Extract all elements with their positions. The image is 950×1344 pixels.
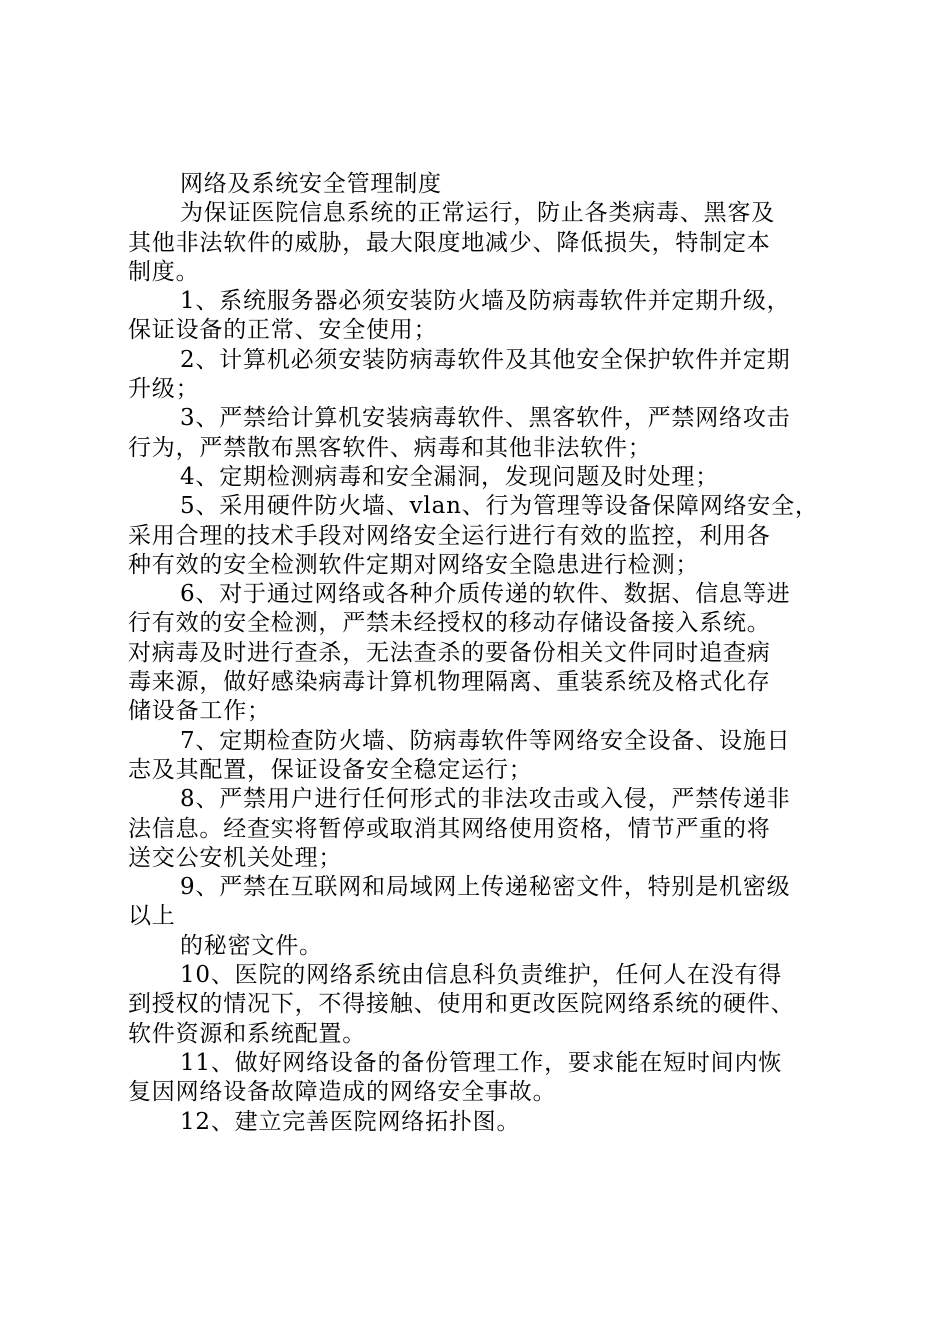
rule-item-5: 5、采用硬件防火墙、vlan、行为管理等设备保障网络安全， 采用合理的技术手段对网络安全运行进行有效的监控，利用各 种有效的安全检测软件定期对网络安全隐患进行检测； bbox=[128, 493, 819, 578]
rule-item-2: 2、计算机必须安装防病毒软件及其他安全保护软件并定期 升级； bbox=[128, 346, 791, 403]
rule-item-6: 6、对于通过网络或各种介质传递的软件、数据、信息等进 行有效的安全检测，严禁未经授权的移动存储设备接入系统。 对病毒及时进行查杀，无法查杀的要备份相关文件同时追查病 毒来源，做好感染病毒计算机物理隔离、重装系统及格式化存 储设备工作； bbox=[128, 581, 791, 725]
rule-item-8: 8、严禁用户进行任何形式的非法攻击或入侵，严禁传递非 法信息。经查实将暂停或取消其网络使用资格，情节严重的将 送交公安机关处理； bbox=[128, 786, 791, 871]
intro-paragraph: 为保证医院信息系统的正常运行，防止各类病毒、黑客及 其他非法软件的威胁，最大限度地减少、降低损失，特制定本 制度。 bbox=[128, 200, 775, 285]
rule-item-3: 3、严禁给计算机安装病毒软件、黑客软件，严禁网络攻击 行为，严禁散布黑客软件、病毒和其他非法软件； bbox=[128, 405, 791, 461]
rule-item-1: 1、系统服务器必须安装防火墙及防病毒软件并定期升级， 保证设备的正常、安全使用； bbox=[128, 288, 791, 344]
rule-item-9-continuation: 的秘密文件。 bbox=[180, 932, 323, 959]
document-title: 网络及系统安全管理制度 bbox=[180, 171, 442, 197]
document-page bbox=[128, 170, 828, 1137]
rule-item-12: 12、建立完善医院网络拓扑图。 bbox=[180, 1108, 521, 1135]
rule-item-4: 4、定期检测病毒和安全漏洞，发现问题及时处理； bbox=[180, 463, 720, 490]
rule-item-7: 7、定期检查防火墙、防病毒软件等网络安全设备、设施日 志及其配置，保证设备安全稳定运行； bbox=[128, 727, 791, 783]
rule-item-9: 9、严禁在互联网和局域网上传递秘密文件，特别是机密级 以上 bbox=[128, 874, 791, 930]
rule-item-10: 10、医院的网络系统由信息科负责维护，任何人在没有得 到授权的情况下，不得接触、使用和更改医院网络系统的硬件、 软件资源和系统配置。 bbox=[128, 962, 795, 1047]
rule-item-11: 11、做好网络设备的备份管理工作，要求能在短时间内恢 复因网络设备故障造成的网络安全事故。 bbox=[128, 1049, 783, 1106]
